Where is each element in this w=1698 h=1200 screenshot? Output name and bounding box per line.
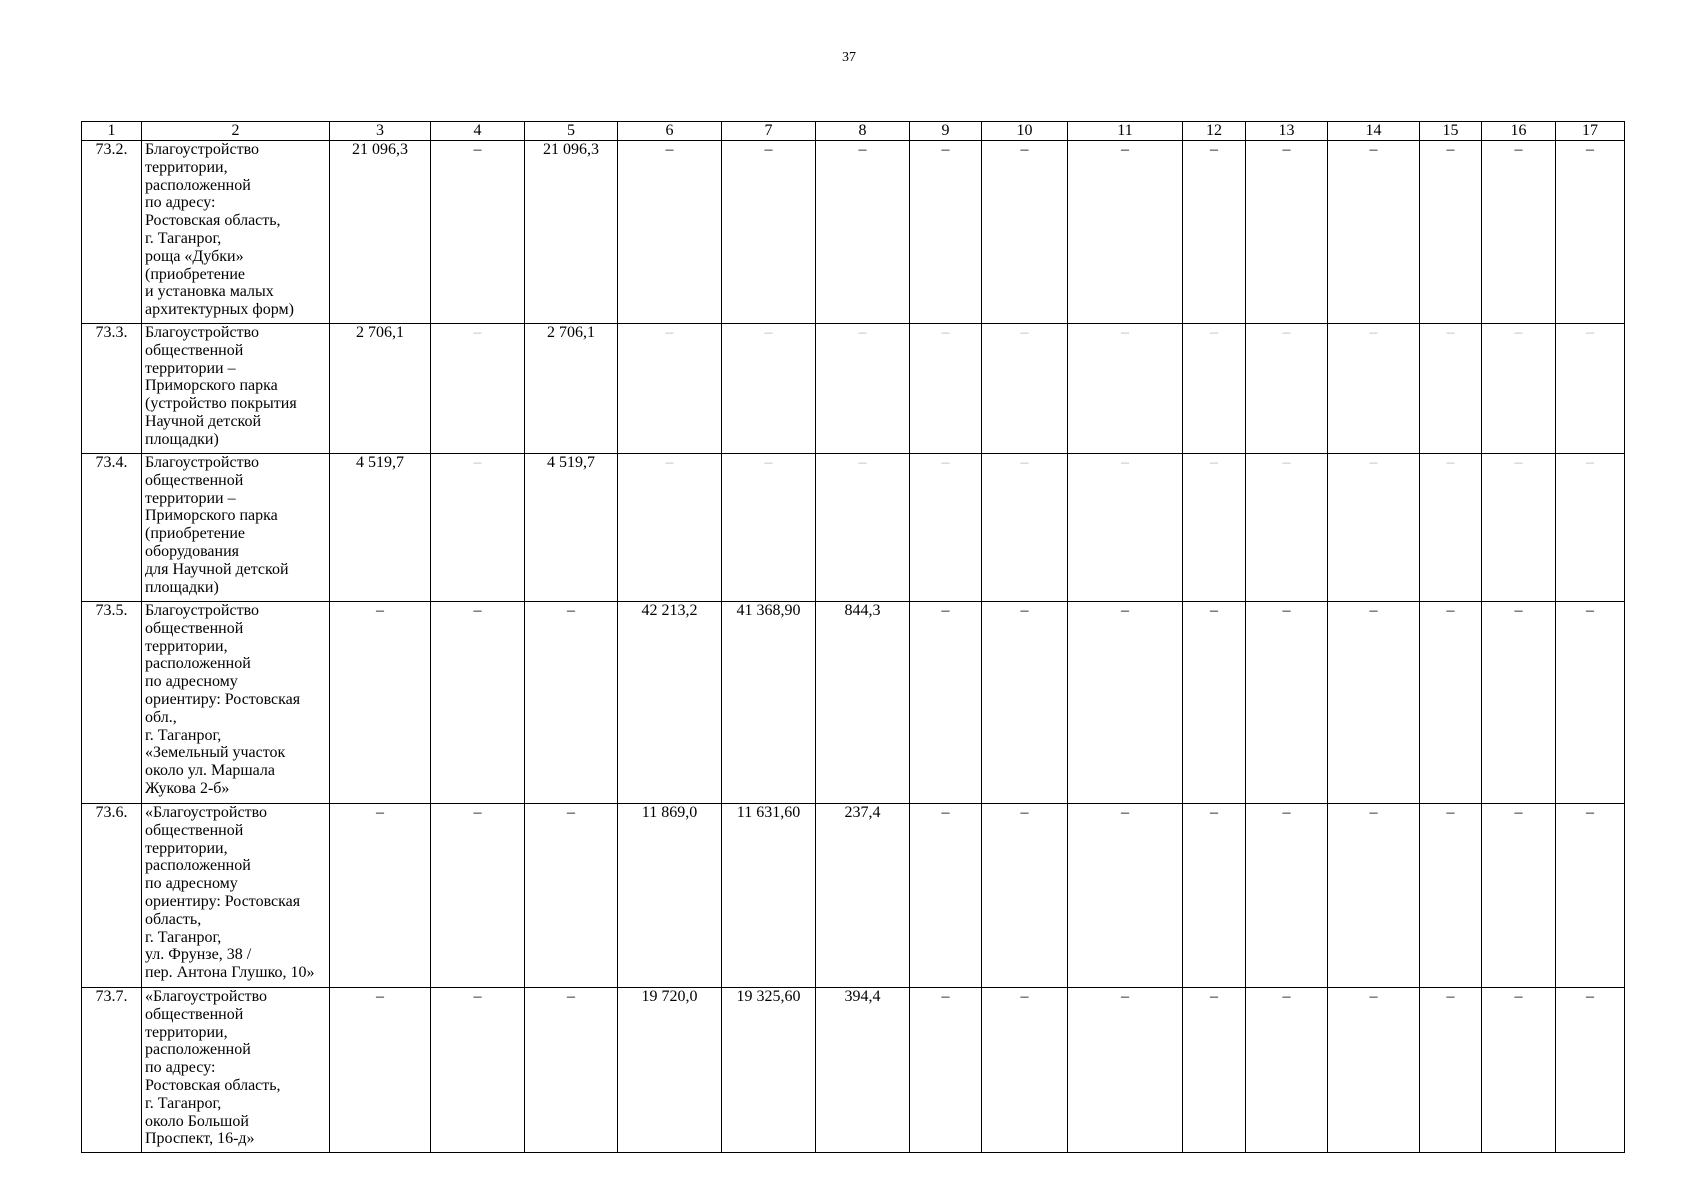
- table-cell: 21 096,3: [525, 141, 618, 324]
- table-row: [82, 804, 1625, 988]
- description-line: Ростовская область,: [145, 212, 281, 230]
- table-cell: –: [1328, 454, 1420, 602]
- table-cell: –: [1328, 602, 1420, 804]
- col-header: 17: [1556, 122, 1625, 141]
- table-cell: 237,4: [816, 804, 910, 988]
- table-row: [82, 988, 1625, 1153]
- description-line: архитектурных форм): [145, 301, 294, 319]
- description-line: Приморского парка: [145, 507, 278, 525]
- table-cell: –: [1420, 988, 1482, 1153]
- description-line: по адресу:: [145, 1059, 216, 1077]
- table-cell: –: [618, 454, 722, 602]
- table-cell: 42 213,2: [618, 602, 722, 804]
- table-cell: –: [982, 454, 1068, 602]
- description-line: ориентиру: Ростовская: [145, 892, 301, 910]
- description-line: и установка малых: [145, 283, 274, 301]
- row-number: 73.3.: [82, 324, 142, 454]
- table-cell: –: [1482, 324, 1556, 454]
- description-line: Ростовская область,: [145, 1076, 281, 1094]
- table-row: [82, 324, 1625, 454]
- table-cell: –: [816, 141, 910, 324]
- table-cell: –: [1068, 988, 1183, 1153]
- row-description: [142, 324, 330, 454]
- col-header: 1: [82, 122, 142, 141]
- table-cell: –: [910, 602, 982, 804]
- table-cell: –: [1183, 141, 1246, 324]
- table-cell: –: [1068, 454, 1183, 602]
- table-cell: –: [1420, 324, 1482, 454]
- table-cell: –: [431, 454, 525, 602]
- row-description: [142, 454, 330, 602]
- col-header: 5: [525, 122, 618, 141]
- description-line: г. Таганрог,: [145, 229, 222, 247]
- table-cell: –: [816, 324, 910, 454]
- table-cell: 11 869,0: [618, 804, 722, 988]
- table-cell: 2 706,1: [330, 324, 431, 454]
- table-cell: –: [1556, 804, 1625, 988]
- table-cell: –: [431, 602, 525, 804]
- description-line: Приморского парка: [145, 377, 278, 395]
- col-header: 16: [1482, 122, 1556, 141]
- table-cell: –: [1328, 804, 1420, 988]
- table-cell: –: [1556, 454, 1625, 602]
- table-cell: 19 720,0: [618, 988, 722, 1153]
- col-header: 9: [910, 122, 982, 141]
- description-line: ориентиру: Ростовская: [145, 690, 301, 708]
- table-cell: 394,4: [816, 988, 910, 1153]
- description-line: г. Таганрог,: [145, 1094, 222, 1112]
- description-line: расположенной: [145, 655, 251, 673]
- table-cell: –: [618, 324, 722, 454]
- row-number: 73.6.: [82, 804, 142, 988]
- col-header: 2: [142, 122, 330, 141]
- row-description: [142, 602, 330, 804]
- row-number: 73.7.: [82, 988, 142, 1153]
- table-cell: –: [982, 324, 1068, 454]
- table-cell: –: [1482, 454, 1556, 602]
- table-cell: –: [982, 602, 1068, 804]
- description-line: расположенной: [145, 857, 251, 875]
- table-cell: –: [1556, 602, 1625, 804]
- table-cell: –: [1556, 324, 1625, 454]
- description-line: Благоустройство: [145, 141, 260, 158]
- row-number: 73.4.: [82, 454, 142, 602]
- table-cell: –: [1482, 804, 1556, 988]
- table-row: [82, 454, 1625, 602]
- table-cell: –: [722, 324, 816, 454]
- description-line: площадки): [145, 578, 219, 596]
- table-cell: –: [330, 804, 431, 988]
- table-cell: 21 096,3: [330, 141, 431, 324]
- description-line: общественной: [145, 1005, 244, 1023]
- table-cell: –: [1420, 602, 1482, 804]
- table-cell: –: [431, 804, 525, 988]
- table-cell: 4 519,7: [330, 454, 431, 602]
- description-line: общественной: [145, 341, 244, 359]
- table-cell: –: [1246, 324, 1328, 454]
- description-line: расположенной: [145, 1041, 251, 1059]
- table-cell: –: [982, 141, 1068, 324]
- table-cell: –: [1556, 988, 1625, 1153]
- table-cell: 2 706,1: [525, 324, 618, 454]
- table-cell: –: [1556, 141, 1625, 324]
- description-line: «Земельный участок: [145, 744, 286, 762]
- description-line: территории,: [145, 1023, 228, 1041]
- table-row: [82, 141, 1625, 324]
- table-cell: –: [618, 141, 722, 324]
- description-line: по адресному: [145, 875, 238, 893]
- col-header: 13: [1246, 122, 1328, 141]
- table-cell: 11 631,60: [722, 804, 816, 988]
- table-cell: –: [1246, 602, 1328, 804]
- row-description: [142, 988, 330, 1153]
- description-line: Благоустройство: [145, 324, 260, 341]
- description-line: по адресу:: [145, 194, 216, 212]
- col-header: 12: [1183, 122, 1246, 141]
- table-cell: –: [1183, 602, 1246, 804]
- description-line: территории –: [145, 489, 236, 507]
- description-line: около Большой: [145, 1112, 249, 1130]
- table-cell: 844,3: [816, 602, 910, 804]
- description-line: (устройство покрытия: [145, 395, 297, 413]
- table-cell: –: [1420, 454, 1482, 602]
- table-cell: –: [431, 988, 525, 1153]
- description-line: Благоустройство: [145, 602, 260, 619]
- table-cell: –: [1068, 602, 1183, 804]
- table-cell: –: [525, 988, 618, 1153]
- column-number-row: [82, 122, 1625, 141]
- row-description: [142, 141, 330, 324]
- description-line: общественной: [145, 821, 244, 839]
- table-cell: –: [1328, 324, 1420, 454]
- col-header: 7: [722, 122, 816, 141]
- description-line: ул. Фрунзе, 38 /: [145, 946, 252, 964]
- table-cell: –: [1246, 141, 1328, 324]
- table-cell: –: [1246, 454, 1328, 602]
- col-header: 14: [1328, 122, 1420, 141]
- description-line: «Благоустройство: [145, 804, 268, 821]
- description-line: территории,: [145, 839, 228, 857]
- col-header: 3: [330, 122, 431, 141]
- table-cell: –: [816, 454, 910, 602]
- col-header: 6: [618, 122, 722, 141]
- row-number: 73.2.: [82, 141, 142, 324]
- col-header: 11: [1068, 122, 1183, 141]
- table-cell: –: [910, 141, 982, 324]
- description-line: территории –: [145, 359, 236, 377]
- table-cell: –: [1328, 141, 1420, 324]
- col-header: 8: [816, 122, 910, 141]
- page-number: 37: [842, 50, 856, 65]
- budget-table: [81, 121, 1625, 1153]
- table-cell: –: [1420, 804, 1482, 988]
- table-cell: –: [1482, 602, 1556, 804]
- table-cell: –: [910, 454, 982, 602]
- table-cell: –: [1482, 141, 1556, 324]
- table-row: [82, 602, 1625, 804]
- table-cell: –: [1183, 324, 1246, 454]
- description-line: область,: [145, 910, 202, 928]
- table-cell: –: [330, 602, 431, 804]
- table-cell: –: [1482, 988, 1556, 1153]
- description-line: общественной: [145, 619, 244, 637]
- description-line: г. Таганрог,: [145, 726, 222, 744]
- description-line: Благоустройство: [145, 454, 260, 471]
- table-cell: 19 325,60: [722, 988, 816, 1153]
- description-line: (приобретение: [145, 525, 246, 543]
- table-cell: –: [982, 988, 1068, 1153]
- description-line: роща «Дубки»: [145, 247, 244, 265]
- table-cell: –: [330, 988, 431, 1153]
- description-line: обл.,: [145, 708, 177, 726]
- description-line: Научной детской: [145, 412, 262, 430]
- col-header: 10: [982, 122, 1068, 141]
- description-line: общественной: [145, 471, 244, 489]
- description-line: по адресному: [145, 673, 238, 691]
- description-line: «Благоустройство: [145, 988, 268, 1005]
- col-header: 4: [431, 122, 525, 141]
- table-cell: –: [1328, 988, 1420, 1153]
- table-cell: –: [1183, 988, 1246, 1153]
- table-cell: –: [722, 141, 816, 324]
- table-cell: –: [1068, 804, 1183, 988]
- table-cell: 4 519,7: [525, 454, 618, 602]
- description-line: (приобретение: [145, 265, 246, 283]
- table-cell: –: [910, 324, 982, 454]
- table-cell: –: [1068, 324, 1183, 454]
- row-number: 73.5.: [82, 602, 142, 804]
- row-description: [142, 804, 330, 988]
- description-line: для Научной детской: [145, 560, 289, 578]
- table-cell: –: [910, 988, 982, 1153]
- table-cell: –: [1183, 454, 1246, 602]
- description-line: г. Таганрог,: [145, 928, 222, 946]
- table-cell: –: [910, 804, 982, 988]
- table-cell: –: [1183, 804, 1246, 988]
- table-cell: –: [1420, 141, 1482, 324]
- description-line: расположенной: [145, 176, 251, 194]
- table-cell: –: [1246, 804, 1328, 988]
- table-cell: –: [982, 804, 1068, 988]
- description-line: около ул. Маршала: [145, 762, 275, 780]
- col-header: 15: [1420, 122, 1482, 141]
- table-cell: –: [1068, 141, 1183, 324]
- table-cell: –: [431, 141, 525, 324]
- table-cell: –: [525, 602, 618, 804]
- table-cell: –: [431, 324, 525, 454]
- table-cell: 41 368,90: [722, 602, 816, 804]
- description-line: территории,: [145, 158, 228, 176]
- description-line: пер. Антона Глушко, 10»: [145, 964, 315, 982]
- description-line: оборудования: [145, 542, 239, 560]
- table-cell: –: [1246, 988, 1328, 1153]
- description-line: Проспект, 16-д»: [145, 1130, 255, 1148]
- table-cell: –: [525, 804, 618, 988]
- description-line: площадки): [145, 430, 219, 448]
- description-line: территории,: [145, 637, 228, 655]
- description-line: Жукова 2-б»: [145, 779, 230, 797]
- table-cell: –: [722, 454, 816, 602]
